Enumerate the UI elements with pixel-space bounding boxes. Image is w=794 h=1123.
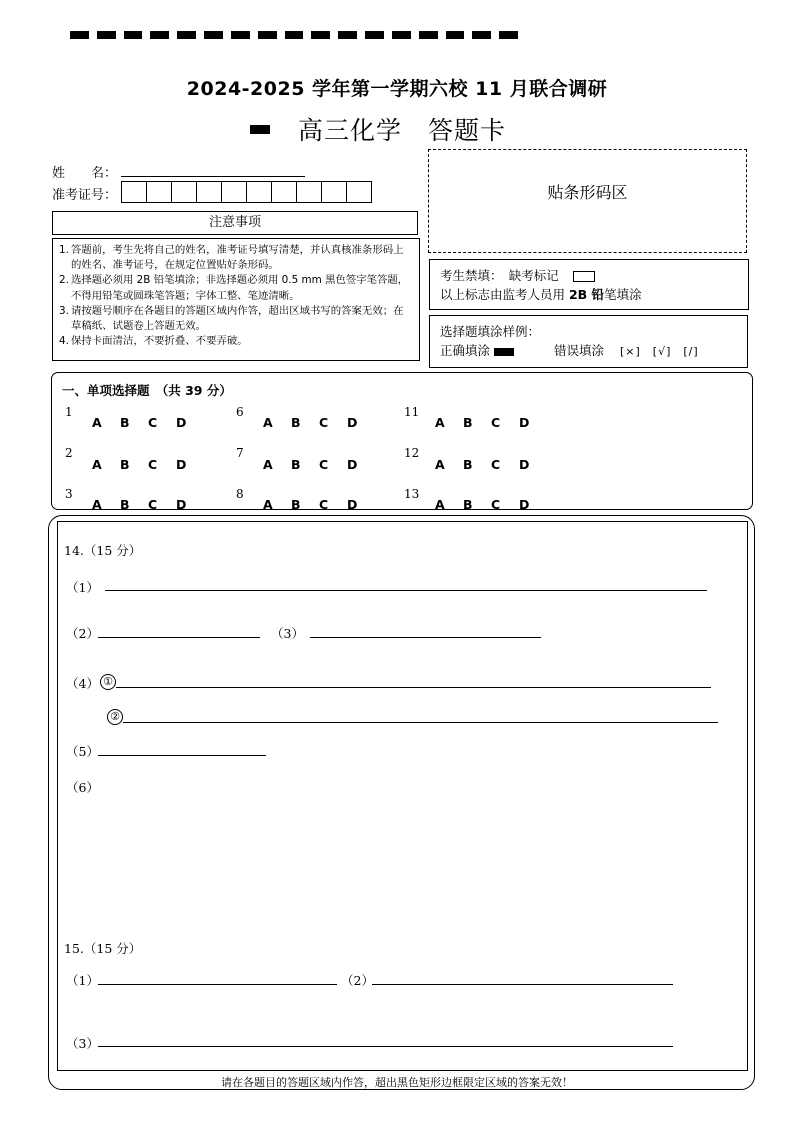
- card-title: [250, 112, 506, 146]
- wrong-fill-label: 错误填涂: [554, 343, 605, 358]
- section-title: 一、单项选择题 （共 39 分）: [62, 383, 232, 398]
- id-digit-box[interactable]: [221, 181, 247, 203]
- question-number: 3: [65, 487, 73, 501]
- notice-item: 3. 请按题号顺序在各题目的答题区域内作答，超出区域书写的答案无效；在草稿纸、试题卷上答题无效。: [59, 304, 404, 333]
- q14-part-3-label: （3）: [271, 626, 304, 641]
- option-row[interactable]: A B C D: [435, 497, 530, 510]
- q14-part-2-answer-line[interactable]: [98, 637, 260, 638]
- marker: [285, 31, 304, 39]
- correct-fill-sample: [494, 348, 514, 356]
- circled-number-1: ①: [100, 674, 116, 690]
- name-field[interactable]: [121, 176, 305, 177]
- barcode-area: 贴条形码区: [428, 149, 747, 253]
- notice-item: 1. 答题前，考生先将自己的姓名，准考证号填写清楚，并认真核准条形码上的姓名、准考证号，在规定位置贴好条形码。: [59, 244, 404, 272]
- marker: [338, 31, 357, 39]
- id-label: 准考证号：: [52, 188, 118, 203]
- marker: [231, 31, 250, 39]
- question-number: 12: [404, 446, 420, 460]
- option-row[interactable]: A B C D: [92, 497, 187, 510]
- id-digit-box[interactable]: [271, 181, 297, 203]
- correct-fill-label: 正确填涂: [440, 343, 491, 358]
- q15-part-3-label: （3）: [66, 1036, 99, 1051]
- id-digit-box[interactable]: [196, 181, 222, 203]
- q14-part-1-answer-line[interactable]: [105, 590, 707, 591]
- notice-item: 2. 选择题必须用 2B 铅笔填涂；非选择题必须用 0.5 mm 黑色签字笔答题，不得用铅笔或圆珠笔答题；字体工整、笔迹清晰。: [59, 274, 409, 302]
- question-number: 13: [404, 487, 420, 501]
- question-14-title: 14.（15 分）: [64, 543, 142, 558]
- marker: [446, 31, 465, 39]
- q14-part-1-label: （1）: [66, 580, 99, 595]
- marker: [499, 31, 518, 39]
- absent-mark-box: 考生禁填： 缺考标记 以上标志由监考人员用 2B 铅笔填涂: [429, 259, 749, 310]
- marker: [97, 31, 116, 39]
- card-name: 答题卡: [428, 116, 507, 145]
- question-number: 6: [236, 405, 244, 419]
- id-digit-box[interactable]: [346, 181, 372, 203]
- multiple-choice-section: [51, 372, 753, 510]
- notice-item: 4. 保持卡面清洁，不要折叠、不要弄破。: [59, 335, 248, 348]
- q15-part-2-label: （2）: [341, 973, 374, 988]
- id-digit-box[interactable]: [121, 181, 147, 203]
- circled-number-2: ②: [107, 709, 123, 725]
- q15-part-2-answer-line[interactable]: [372, 984, 673, 985]
- fill-sample-box: 选择题填涂样例： 正确填涂 错误填涂 [×] [√] [/]: [429, 315, 748, 368]
- q14-part-5-answer-line[interactable]: [98, 755, 266, 756]
- id-digit-box[interactable]: [246, 181, 272, 203]
- id-digit-box[interactable]: [146, 181, 172, 203]
- marker: [311, 31, 330, 39]
- q14-part-2-label: （2）: [66, 626, 99, 641]
- option-row[interactable]: A B C D: [92, 415, 187, 430]
- marker: [258, 31, 277, 39]
- marker: [204, 31, 223, 39]
- marker: [124, 31, 143, 39]
- q14-part-3-answer-line[interactable]: [310, 637, 541, 638]
- id-digit-box[interactable]: [296, 181, 322, 203]
- marker: [177, 31, 196, 39]
- question-15-title: 15.（15 分）: [64, 941, 142, 956]
- q15-part-1-answer-line[interactable]: [98, 984, 337, 985]
- marker: [365, 31, 384, 39]
- option-row[interactable]: A B C D: [263, 415, 358, 430]
- q15-part-3-answer-line[interactable]: [98, 1046, 673, 1047]
- marker: [392, 31, 411, 39]
- footer-warning: 请在各题目的答题区域内作答，超出黑色矩形边框限定区域的答案无效！: [221, 1076, 573, 1089]
- subject-title: 高三化学: [298, 116, 403, 145]
- question-number: 8: [236, 487, 244, 501]
- absent-label: 考生禁填： 缺考标记: [440, 268, 559, 283]
- marker: [150, 31, 169, 39]
- q14-part-4-1-answer-line[interactable]: [116, 687, 711, 688]
- q14-part-5-label: （5）: [66, 744, 99, 759]
- notice-box: [52, 238, 420, 361]
- question-number: 7: [236, 446, 244, 460]
- option-row[interactable]: A B C D: [92, 457, 187, 472]
- q14-part-6-label: （6）: [66, 780, 99, 795]
- marker: [70, 31, 89, 39]
- option-row[interactable]: A B C D: [263, 457, 358, 472]
- option-row[interactable]: A B C D: [435, 415, 530, 430]
- absent-checkbox[interactable]: [573, 271, 595, 282]
- marker: [472, 31, 491, 39]
- id-digit-box[interactable]: [321, 181, 347, 203]
- notice-heading: 注意事项: [52, 211, 418, 235]
- marker: [419, 31, 438, 39]
- option-row[interactable]: A B C D: [263, 497, 358, 510]
- answer-area-inner-frame: [57, 521, 748, 1071]
- wrong-fill-samples: [×] [√] [/]: [620, 345, 699, 358]
- q15-part-1-label: （1）: [66, 973, 99, 988]
- id-digit-box[interactable]: [171, 181, 197, 203]
- q14-part-4-label: （4）: [66, 676, 99, 691]
- exam-title: 2024-2025 学年第一学期六校 11 月联合调研: [186, 78, 608, 100]
- name-label: 姓 名：: [52, 166, 118, 181]
- question-number: 1: [65, 405, 73, 419]
- option-row[interactable]: A B C D: [435, 457, 530, 472]
- q14-part-4-2-answer-line[interactable]: [123, 722, 718, 723]
- alignment-markers: [70, 31, 518, 39]
- question-number: 11: [404, 405, 420, 419]
- exam-id-boxes[interactable]: [121, 181, 371, 203]
- question-number: 2: [65, 446, 73, 460]
- title-marker: [250, 125, 270, 134]
